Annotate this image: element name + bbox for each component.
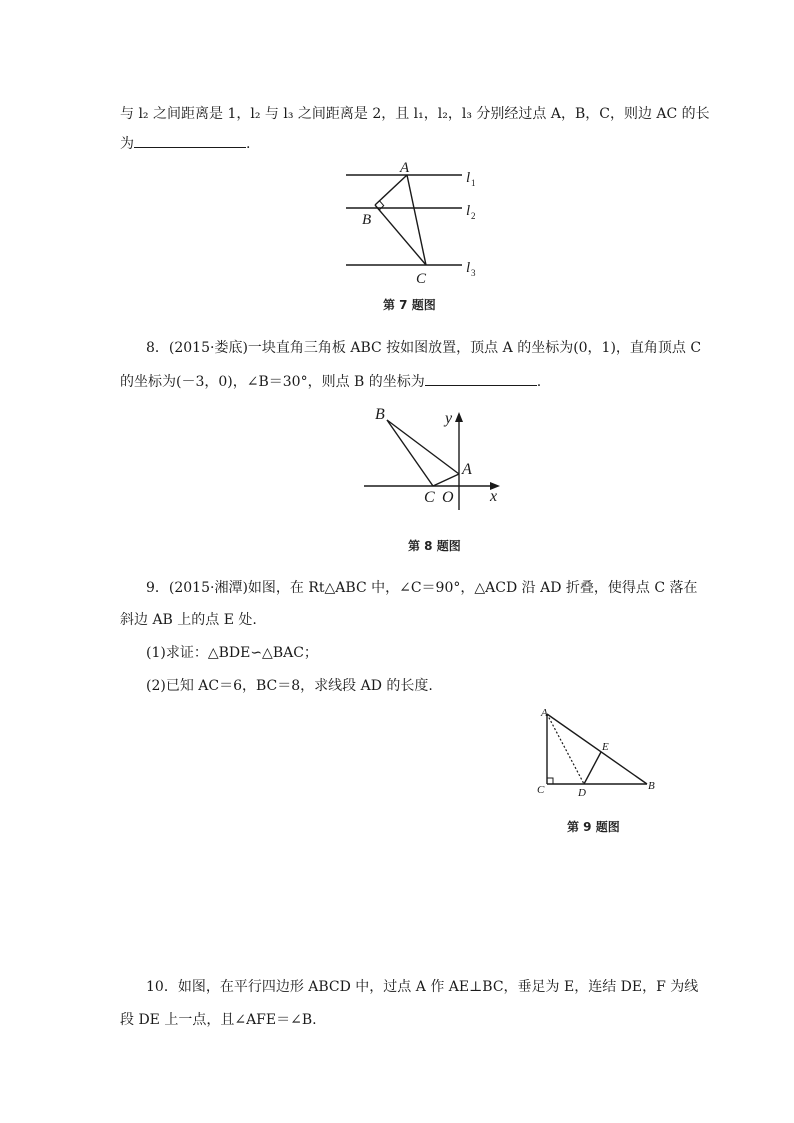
- label-o: O: [442, 489, 454, 506]
- segment-ad-dotted: [547, 714, 584, 784]
- q7-caption: 第 7 题图: [383, 298, 436, 312]
- side-bc: [375, 205, 426, 265]
- side-ba: [387, 420, 459, 474]
- q7-text-line1: 与 l₂ 之间距离是 1，l₂ 与 l₃ 之间距离是 2，且 l₁，l₂，l₃ 分别经过点 A，B，C，则边 AC 的长: [120, 106, 710, 122]
- label-b: B: [362, 212, 372, 228]
- side-ca: [433, 474, 459, 486]
- q10-text-line1: 10．如图，在平行四边形 ABCD 中，过点 A 作 AE⊥BC，垂足为 E，连结 DE，F 为线: [146, 979, 699, 995]
- q8-text-line2: [120, 372, 541, 392]
- q9-text-line2: 斜边 AB 上的点 E 处.: [120, 612, 257, 628]
- label-d: D: [578, 787, 586, 799]
- q7-figure: [340, 158, 490, 288]
- label-l1-sub: 1: [471, 178, 476, 188]
- label-y: y: [445, 410, 453, 427]
- segment-de: [584, 752, 601, 784]
- q9-figure: [530, 702, 670, 802]
- side-ac: [407, 175, 426, 265]
- label-b: B: [375, 406, 385, 423]
- side-ab: [375, 175, 407, 205]
- q8-line2-text: 的坐标为(－3，0)，∠B＝30°，则点 B 的坐标为: [120, 374, 425, 390]
- label-a: A: [462, 461, 472, 478]
- q9-part2: (2)已知 AC＝6，BC＝8，求线段 AD 的长度.: [146, 678, 433, 694]
- label-l1: l: [466, 170, 471, 186]
- right-angle-mark: [547, 778, 553, 784]
- q10-text-line2: 段 DE 上一点，且∠AFE＝∠B.: [120, 1012, 317, 1028]
- label-c: C: [416, 271, 427, 287]
- side-bc: [387, 420, 433, 486]
- q7-text-line2: [120, 134, 250, 154]
- q8-line2-end: .: [536, 374, 542, 390]
- q7-line2-end: .: [246, 136, 251, 152]
- label-l2: l: [466, 203, 471, 219]
- label-l2-sub: 2: [471, 211, 476, 221]
- q7-line2-text: 为: [120, 136, 134, 152]
- q7-answer-blank: [134, 135, 246, 148]
- label-l3-sub: 3: [471, 268, 476, 278]
- q8-caption: 第 8 题图: [408, 539, 461, 553]
- y-axis-arrow: [455, 412, 463, 422]
- label-a: A: [541, 707, 548, 719]
- label-c: C: [424, 489, 435, 506]
- label-c: C: [537, 784, 545, 796]
- label-e: E: [602, 741, 609, 753]
- q9-text-line1: 9．(2015·湘潭)如图，在 Rt△ABC 中，∠C＝90°，△ACD 沿 AD 折叠，使得点 C 落在: [146, 580, 698, 596]
- label-x: x: [490, 488, 498, 505]
- q9-caption: 第 9 题图: [567, 820, 620, 834]
- q8-text-line1: 8．(2015·娄底)一块直角三角板 ABC 按如图放置，顶点 A 的坐标为(0，1)，直角顶点 C: [146, 340, 702, 356]
- side-ab: [547, 714, 647, 784]
- label-b: B: [648, 780, 655, 792]
- label-a: A: [400, 160, 410, 176]
- q8-figure: [360, 402, 510, 512]
- q8-answer-blank: [425, 373, 537, 386]
- label-l3: l: [466, 260, 471, 276]
- q9-part1: (1)求证：△BDE∽△BAC；: [146, 645, 318, 661]
